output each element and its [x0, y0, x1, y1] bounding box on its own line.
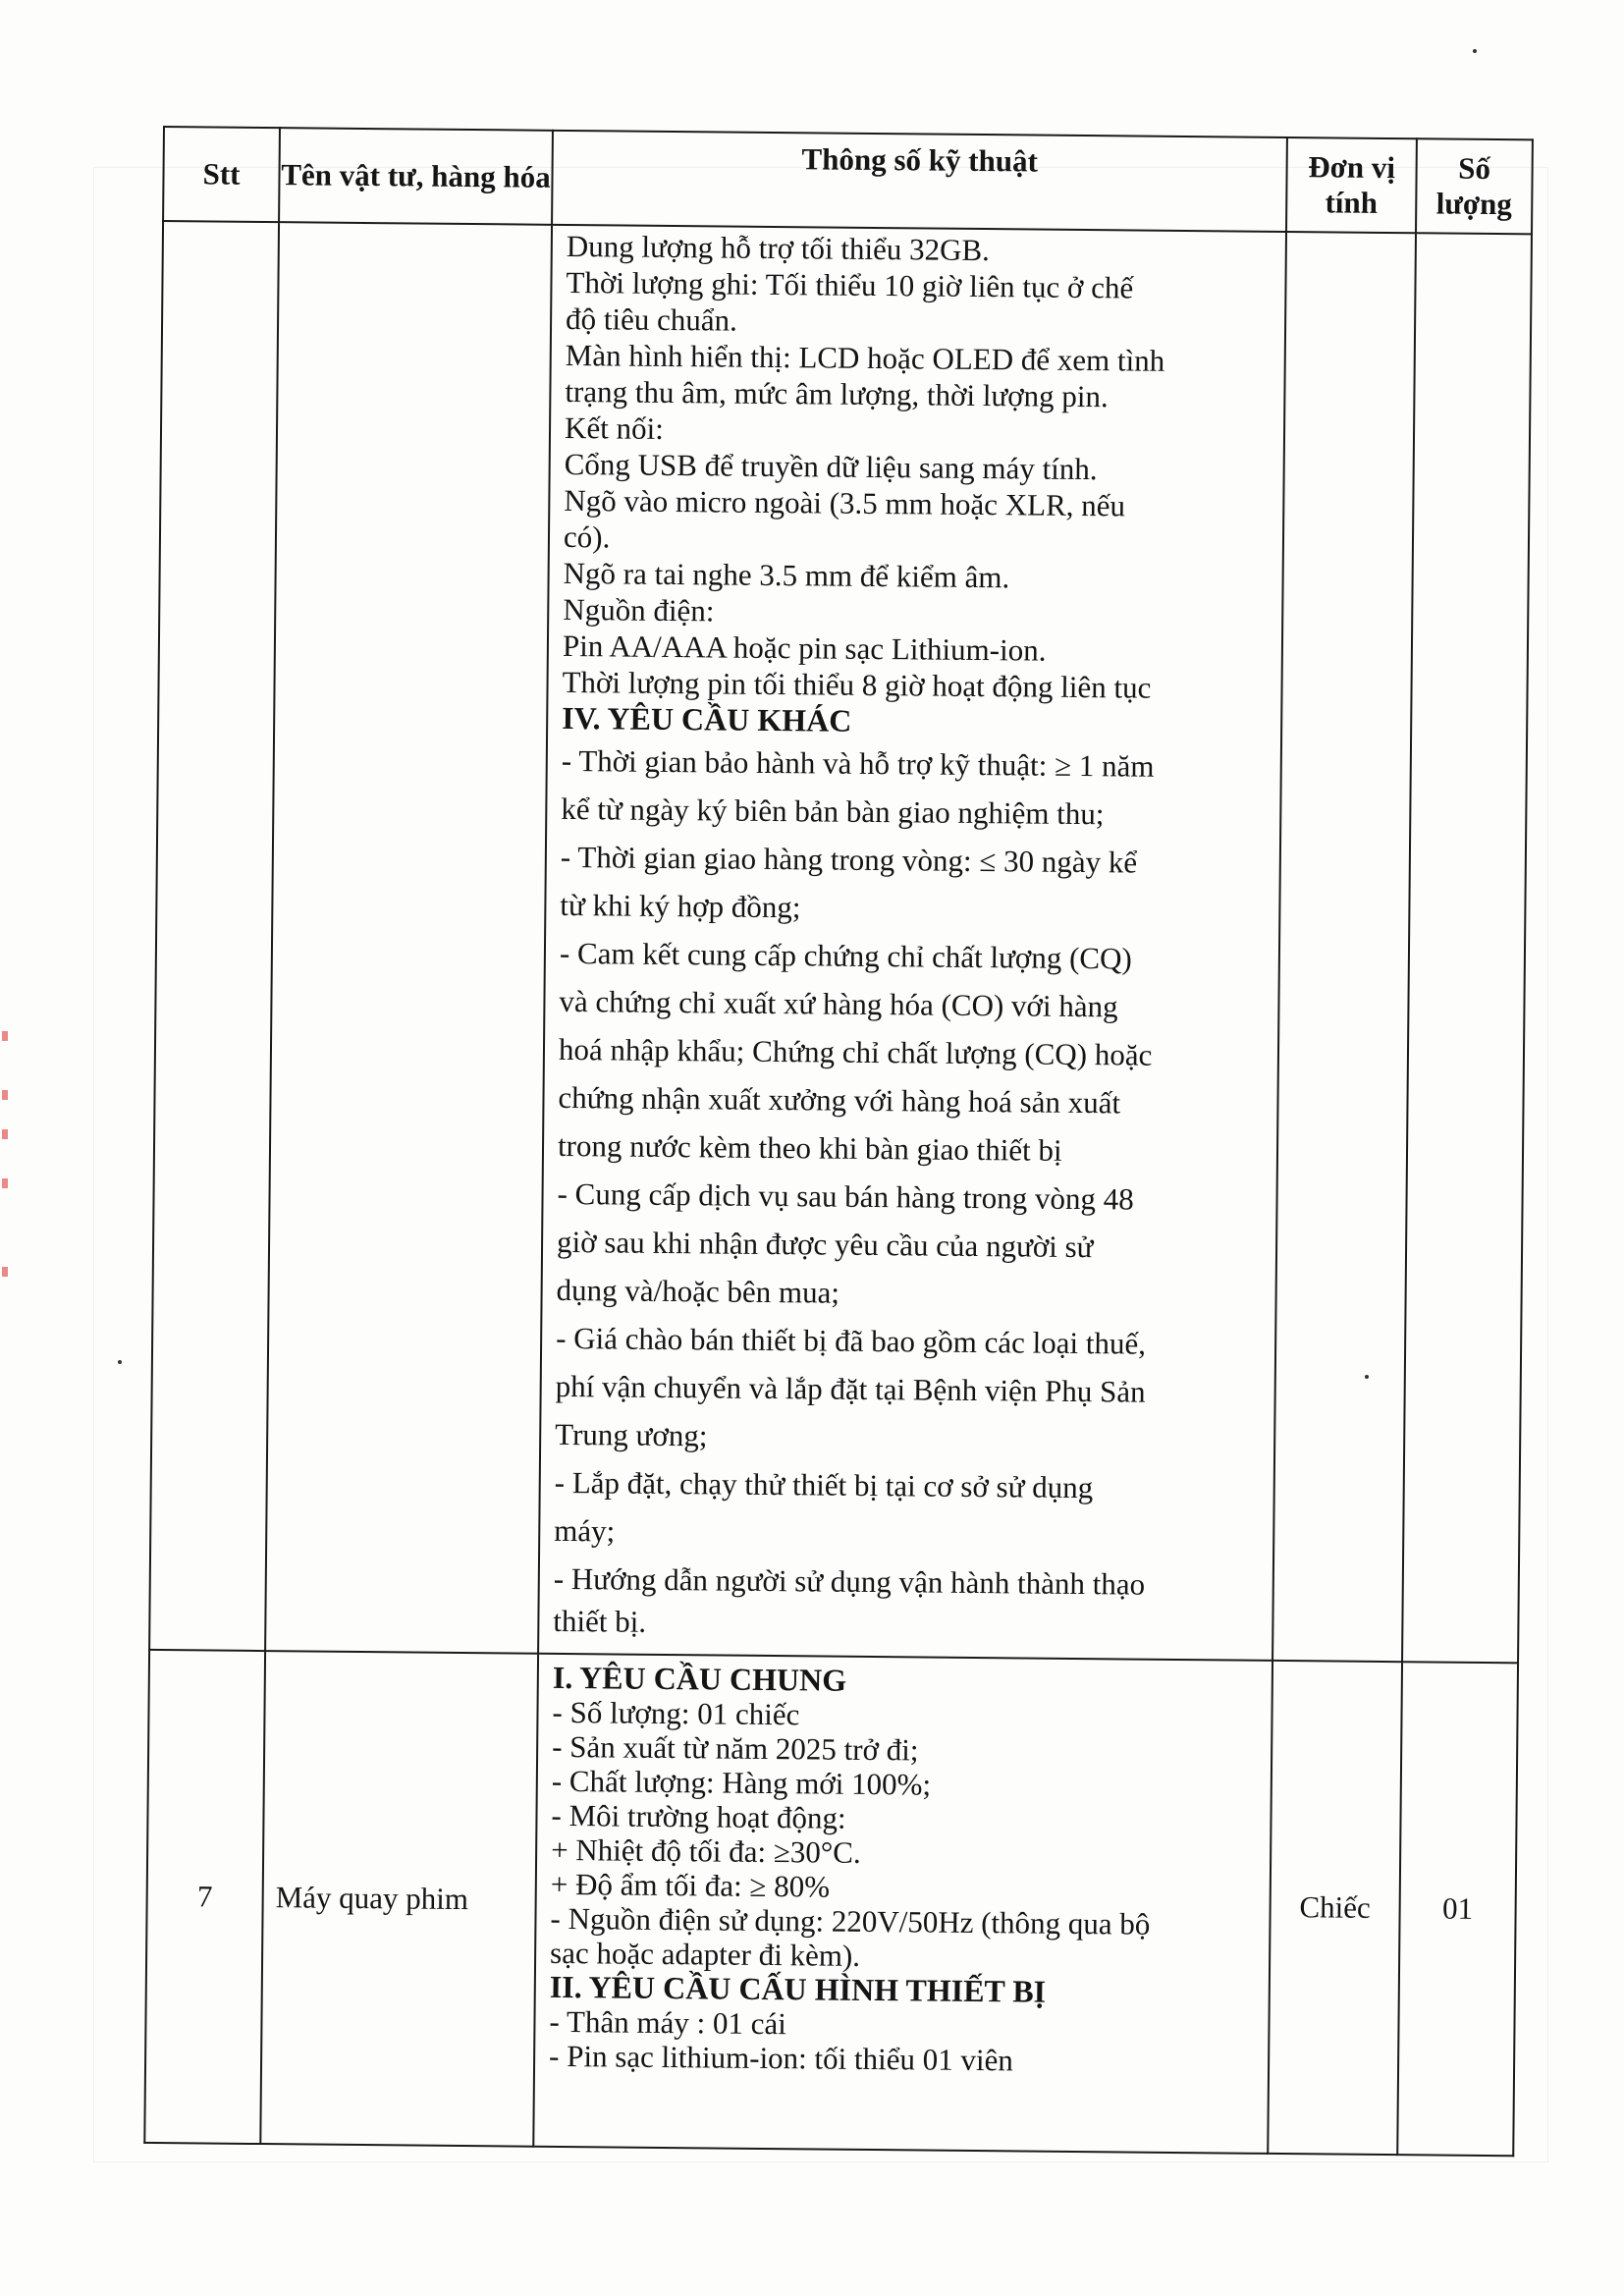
spec-line: + Nhiệt độ tối đa: ≥30°C.	[551, 1831, 861, 1870]
spec-line: sạc hoặc adapter đi kèm).	[549, 1935, 861, 1973]
spec-line: trong nước kèm theo khi bàn giao thiết bị	[557, 1127, 1062, 1168]
header-unit: Đơn vị tính	[1286, 137, 1417, 233]
spec-line: Kết nối:	[564, 410, 664, 446]
row-qty: 01	[1397, 1662, 1518, 2156]
table-row	[144, 1650, 1518, 2156]
header-spec: Thông số kỹ thuật	[552, 131, 1287, 232]
spec-table-wrapper	[143, 126, 1532, 2157]
spec-line: - Cung cấp dịch vụ sau bán hàng trong vòng 48	[557, 1175, 1134, 1217]
spec-line: - Sản xuất từ năm 2025 trở đi;	[552, 1728, 919, 1768]
spec-line: - Thời gian bảo hành và hỗ trợ kỹ thuật: ≥ 1 năm	[561, 742, 1155, 784]
spec-line: độ tiêu chuẩn.	[565, 301, 738, 338]
section-heading: IV. YÊU CẦU KHÁC	[562, 699, 852, 738]
section-heading: I. YÊU CẦU CHUNG	[552, 1659, 847, 1698]
spec-line: phí vận chuyển và lắp đặt tại Bệnh viện Phụ Sản	[555, 1368, 1146, 1409]
table-row	[149, 221, 1532, 1663]
row-name	[265, 222, 552, 1654]
spec-text-block	[539, 226, 1285, 1646]
row-stt: 7	[144, 1650, 265, 2144]
spec-line: Cổng USB để truyền dữ liệu sang máy tính.	[564, 446, 1098, 487]
table-header-row	[163, 127, 1533, 234]
row-unit: Chiếc	[1268, 1661, 1402, 2155]
spec-line: hoá nhập khẩu; Chứng chỉ chất lượng (CQ) hoặc	[558, 1031, 1153, 1072]
spec-line: trạng thu âm, mức âm lượng, thời lượng pin.	[565, 373, 1109, 414]
spec-line: Nguồn điện:	[563, 591, 715, 629]
header-stt: Stt	[163, 127, 280, 222]
spec-line: dụng và/hoặc bên mua;	[556, 1272, 840, 1310]
spec-line: Trung ương;	[555, 1416, 708, 1453]
spec-line: từ khi ký hợp đồng;	[560, 887, 801, 925]
scan-speck	[118, 1360, 122, 1364]
spec-line: - Thân máy : 01 cái	[549, 2003, 786, 2042]
spec-line: chứng nhận xuất xưởng với hàng hoá sản xuất	[558, 1079, 1121, 1121]
scan-speck	[1473, 49, 1477, 53]
row-spec	[538, 225, 1286, 1661]
spec-line: - Hướng dẫn người sử dụng vận hành thành thạo	[553, 1560, 1146, 1602]
margin-stamp-marks	[0, 1031, 14, 1286]
spec-text-block	[535, 1655, 1272, 2080]
spec-table	[143, 126, 1534, 2157]
spec-line: + Độ ẩm tối đa: ≥ 80%	[550, 1866, 831, 1904]
spec-line: máy;	[554, 1512, 616, 1549]
row-name: Máy quay phim	[260, 1651, 538, 2147]
spec-line: - Thời gian giao hàng trong vòng: ≤ 30 ngày kể	[560, 839, 1138, 880]
row-unit	[1272, 232, 1416, 1662]
row-qty	[1402, 233, 1532, 1663]
spec-line: Thời lượng ghi: Tối thiểu 10 giờ liên tục ở chế	[566, 264, 1134, 305]
spec-line: Dung lượng hỗ trợ tối thiểu 32GB.	[566, 228, 991, 268]
row-spec	[533, 1654, 1272, 2154]
spec-line: - Số lượng: 01 chiếc	[552, 1694, 800, 1732]
spec-line: - Lắp đặt, chạy thử thiết bị tại cơ sở sử dụng	[554, 1464, 1094, 1505]
spec-line: Thời lượng pin tối thiểu 8 giờ hoạt động liên tục	[562, 664, 1152, 705]
spec-line: - Cam kết cung cấp chứng chỉ chất lượng (CQ)	[559, 935, 1132, 976]
spec-line: có).	[563, 519, 611, 555]
spec-line: thiết bị.	[553, 1603, 647, 1639]
section-heading: II. YÊU CẦU CẤU HÌNH THIẾT BỊ	[549, 1968, 1047, 2009]
row-stt	[149, 221, 279, 1651]
header-name: Tên vật tư, hàng hóa	[279, 128, 553, 225]
spec-line: - Nguồn điện sử dụng: 220V/50Hz (thông qua bộ	[550, 1900, 1151, 1941]
spec-line: Ngõ vào micro ngoài (3.5 mm hoặc XLR, nếu	[564, 482, 1126, 523]
spec-line: Ngõ ra tai nghe 3.5 mm để kiểm âm.	[563, 555, 1010, 595]
spec-line: - Giá chào bán thiết bị đã bao gồm các loại thuế,	[556, 1320, 1147, 1361]
spec-line: Pin AA/AAA hoặc pin sạc Lithium-ion.	[562, 628, 1047, 668]
header-qty: Số lượng	[1416, 138, 1533, 234]
spec-line: và chứng chỉ xuất xứ hàng hóa (CO) với hàng	[559, 983, 1118, 1024]
spec-line: - Chất lượng: Hàng mới 100%;	[551, 1763, 932, 1802]
spec-line: kể từ ngày ký biên bản bàn giao nghiệm thu;	[561, 791, 1105, 832]
spec-line: Màn hình hiển thị: LCD hoặc OLED để xem tình	[565, 337, 1165, 378]
spec-line: giờ sau khi nhận được yêu cầu của người sử	[556, 1224, 1094, 1265]
spec-line: - Môi trường hoạt động:	[551, 1797, 846, 1835]
spec-line: - Pin sạc lithium-ion: tối thiểu 01 viên	[548, 2038, 1014, 2078]
